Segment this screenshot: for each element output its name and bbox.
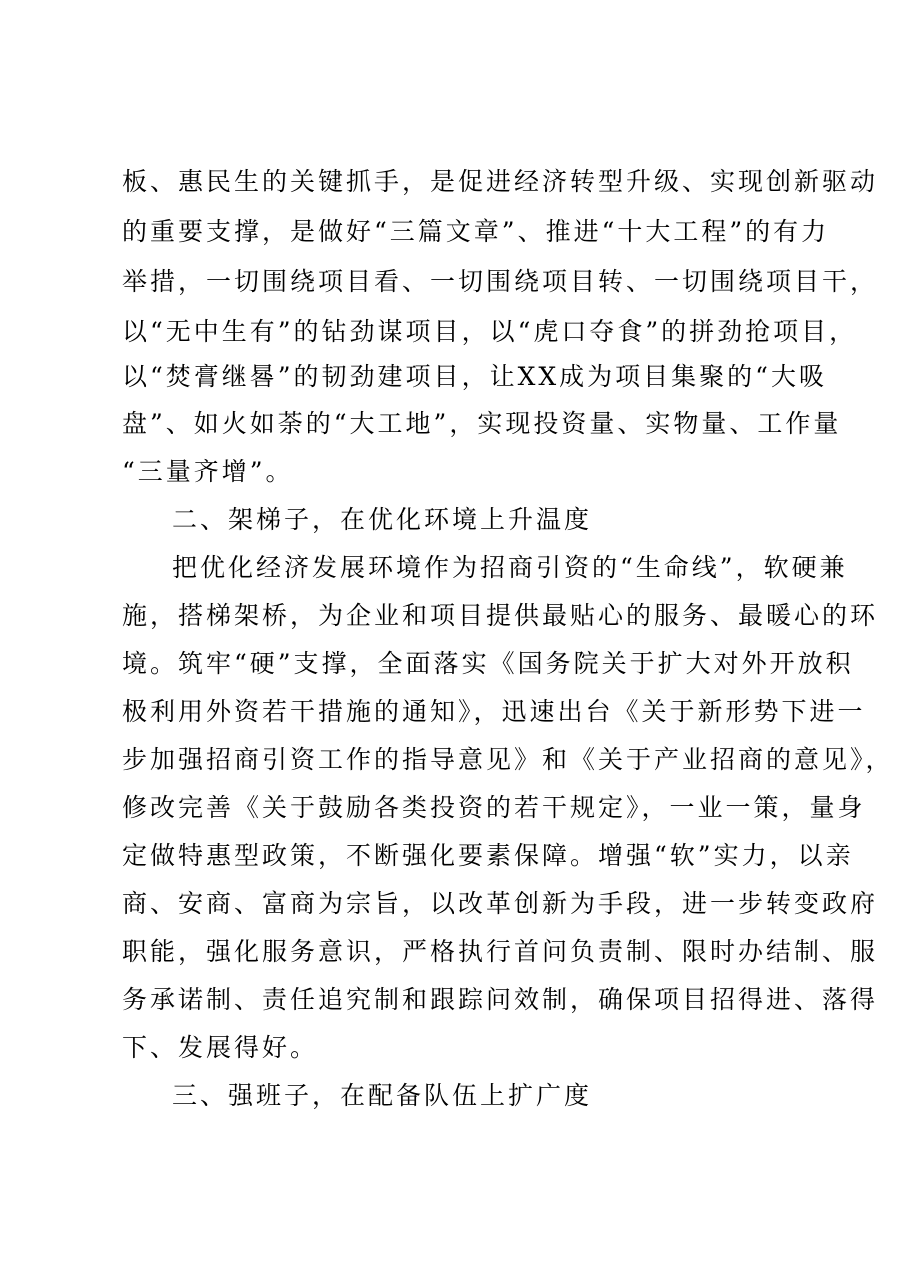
section-heading-2: 二、架梯子，在优化环境上升温度 — [172, 505, 593, 534]
paragraph-1-line-1: 板、惠民生的关键抓手，是促进经济转型升级、实现创新驱动 — [122, 167, 879, 196]
paragraph-2-line-6: 修改完善《关于鼓励各类投资的若干规定》，一业一策，量身 — [122, 793, 866, 822]
paragraph-1-line-6: 盘”、如火如荼的“大工地”，实现投资量、实物量、工作量 — [122, 409, 842, 438]
paragraph-2-line-1: 把优化经济发展环境作为招商引资的“生命线”，软硬兼 — [172, 553, 848, 582]
section-heading-3: 三、强班子，在配备队伍上扩广度 — [172, 1081, 593, 1110]
paragraph-1-line-3: 举措，一切围绕项目看、一切围绕项目转、一切围绕项目干， — [122, 267, 879, 296]
paragraph-2-line-10: 务承诺制、责任追究制和跟踪问效制，确保项目招得进、落得 — [122, 985, 879, 1014]
paragraph-1-line-5: 以“焚膏继晷”的韧劲建项目，让XX成为项目集聚的“大吸 — [122, 362, 827, 391]
paragraph-2-line-11: 下、发展得好。 — [122, 1033, 319, 1062]
paragraph-2-line-3: 境。筑牢“硬”支撑，全面落实《国务院关于扩大对外开放积 — [122, 649, 854, 678]
paragraph-1-line-7: “三量齐增”。 — [122, 457, 294, 486]
paragraph-2-line-9: 职能，强化服务意识，严格执行首问负责制、限时办结制、服 — [122, 937, 879, 966]
paragraph-1-line-2: 的重要支撑，是做好“三篇文章”、推进“十大工程”的有力 — [122, 217, 830, 246]
paragraph-2-line-2: 施，搭梯架桥，为企业和项目提供最贴心的服务、最暖心的环 — [122, 601, 879, 630]
paragraph-2-line-8: 商、安商、富商为宗旨，以改革创新为手段，进一步转变政府 — [122, 889, 879, 918]
paragraph-2-line-7: 定做特惠型政策，不断强化要素保障。增强“软”实力，以亲 — [122, 841, 854, 870]
paragraph-2-line-5: 步加强招商引资工作的指导意见》和《关于产业招商的意见》， — [122, 745, 894, 774]
paragraph-2-line-4: 极利用外资若干措施的通知》，迅速出台《关于新形势下进一 — [122, 697, 866, 726]
paragraph-1-line-4: 以“无中生有”的钻劲谋项目，以“虎口夺食”的拼劲抢项目， — [122, 317, 858, 346]
